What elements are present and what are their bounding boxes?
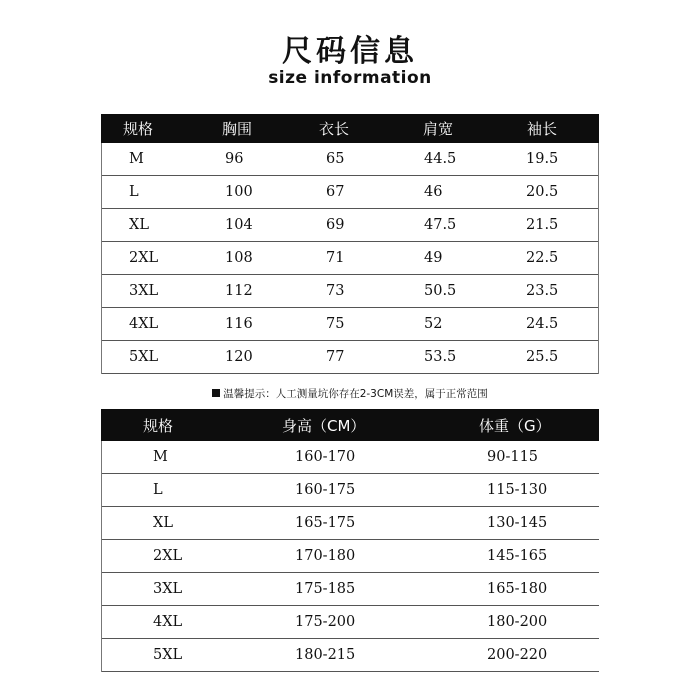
table-body	[101, 143, 599, 374]
cell-length: 73	[326, 283, 345, 299]
table-row	[102, 441, 599, 474]
table-row	[102, 474, 599, 507]
table-row	[102, 573, 599, 606]
column-header-size: 规格	[123, 120, 154, 138]
table-row	[102, 639, 599, 672]
table-row	[102, 176, 598, 209]
cell-size: 4XL	[153, 614, 183, 630]
cell-sleeve: 23.5	[526, 283, 559, 299]
cell-sleeve: 19.5	[526, 151, 559, 167]
cell-shoulder: 47.5	[424, 217, 457, 233]
column-header-size: 规格	[143, 416, 174, 435]
column-header-weight: 体重（G）	[479, 416, 551, 435]
table-row	[102, 308, 598, 341]
cell-length: 77	[326, 349, 345, 365]
cell-weight: 165-180	[487, 581, 548, 597]
column-header-height: 身高（CM）	[282, 416, 366, 435]
cell-length: 65	[326, 151, 345, 167]
page-subtitle: size information	[268, 68, 432, 88]
column-header-length: 衣长	[319, 120, 350, 138]
cell-chest: 96	[225, 151, 244, 167]
cell-chest: 116	[225, 316, 253, 332]
cell-size: L	[153, 482, 163, 498]
table-row	[102, 540, 599, 573]
cell-sleeve: 24.5	[526, 316, 559, 332]
page-title: 尺码信息	[282, 34, 418, 69]
cell-shoulder: 44.5	[424, 151, 457, 167]
cell-chest: 104	[225, 217, 253, 233]
cell-shoulder: 52	[424, 316, 443, 332]
table-header	[101, 409, 599, 441]
cell-size: M	[153, 449, 168, 465]
cell-size: XL	[153, 515, 173, 531]
cell-chest: 112	[225, 283, 253, 299]
table-row	[102, 242, 598, 275]
cell-shoulder: 53.5	[424, 349, 457, 365]
cell-size: M	[129, 151, 144, 167]
cell-length: 71	[326, 250, 345, 266]
table-row	[102, 209, 598, 242]
cell-sleeve: 21.5	[526, 217, 559, 233]
cell-height: 180-215	[295, 647, 356, 663]
cell-length: 69	[326, 217, 345, 233]
cell-height: 175-185	[295, 581, 356, 597]
column-header-shoulder: 肩宽	[423, 120, 454, 138]
cell-size: 3XL	[153, 581, 183, 597]
cell-size: 5XL	[129, 349, 159, 365]
table-row	[102, 143, 598, 176]
cell-weight: 200-220	[487, 647, 548, 663]
cell-weight: 90-115	[487, 449, 539, 465]
cell-size: L	[129, 184, 139, 200]
table-header	[101, 114, 599, 143]
cell-height: 170-180	[295, 548, 356, 564]
cell-length: 67	[326, 184, 345, 200]
cell-height: 160-170	[295, 449, 356, 465]
cell-weight: 145-165	[487, 548, 548, 564]
cell-shoulder: 50.5	[424, 283, 457, 299]
cell-height: 165-175	[295, 515, 356, 531]
cell-size: 2XL	[129, 250, 159, 266]
square-bullet-icon	[212, 389, 220, 397]
cell-size: XL	[129, 217, 149, 233]
cell-weight: 115-130	[487, 482, 548, 498]
cell-length: 75	[326, 316, 345, 332]
table-row	[102, 341, 598, 374]
table-row	[102, 275, 598, 308]
cell-weight: 130-145	[487, 515, 548, 531]
measurement-note	[0, 386, 700, 401]
column-header-sleeve: 袖长	[527, 120, 558, 138]
cell-sleeve: 25.5	[526, 349, 559, 365]
cell-sleeve: 20.5	[526, 184, 559, 200]
cell-sleeve: 22.5	[526, 250, 559, 266]
table-row	[102, 606, 599, 639]
table-body	[101, 441, 599, 672]
cell-chest: 100	[225, 184, 253, 200]
cell-shoulder: 46	[424, 184, 443, 200]
table-row	[102, 507, 599, 540]
size-measurement-table	[101, 114, 599, 374]
cell-size: 4XL	[129, 316, 159, 332]
cell-chest: 120	[225, 349, 253, 365]
cell-size: 5XL	[153, 647, 183, 663]
cell-chest: 108	[225, 250, 253, 266]
column-header-chest: 胸围	[222, 120, 253, 138]
height-weight-table	[101, 409, 599, 672]
cell-weight: 180-200	[487, 614, 548, 630]
cell-height: 160-175	[295, 482, 356, 498]
cell-size: 2XL	[153, 548, 183, 564]
cell-size: 3XL	[129, 283, 159, 299]
cell-shoulder: 49	[424, 250, 443, 266]
note-text: 温馨提示：人工测量坑你存在2-3CM误差，属于正常范围	[223, 388, 488, 400]
cell-height: 175-200	[295, 614, 356, 630]
